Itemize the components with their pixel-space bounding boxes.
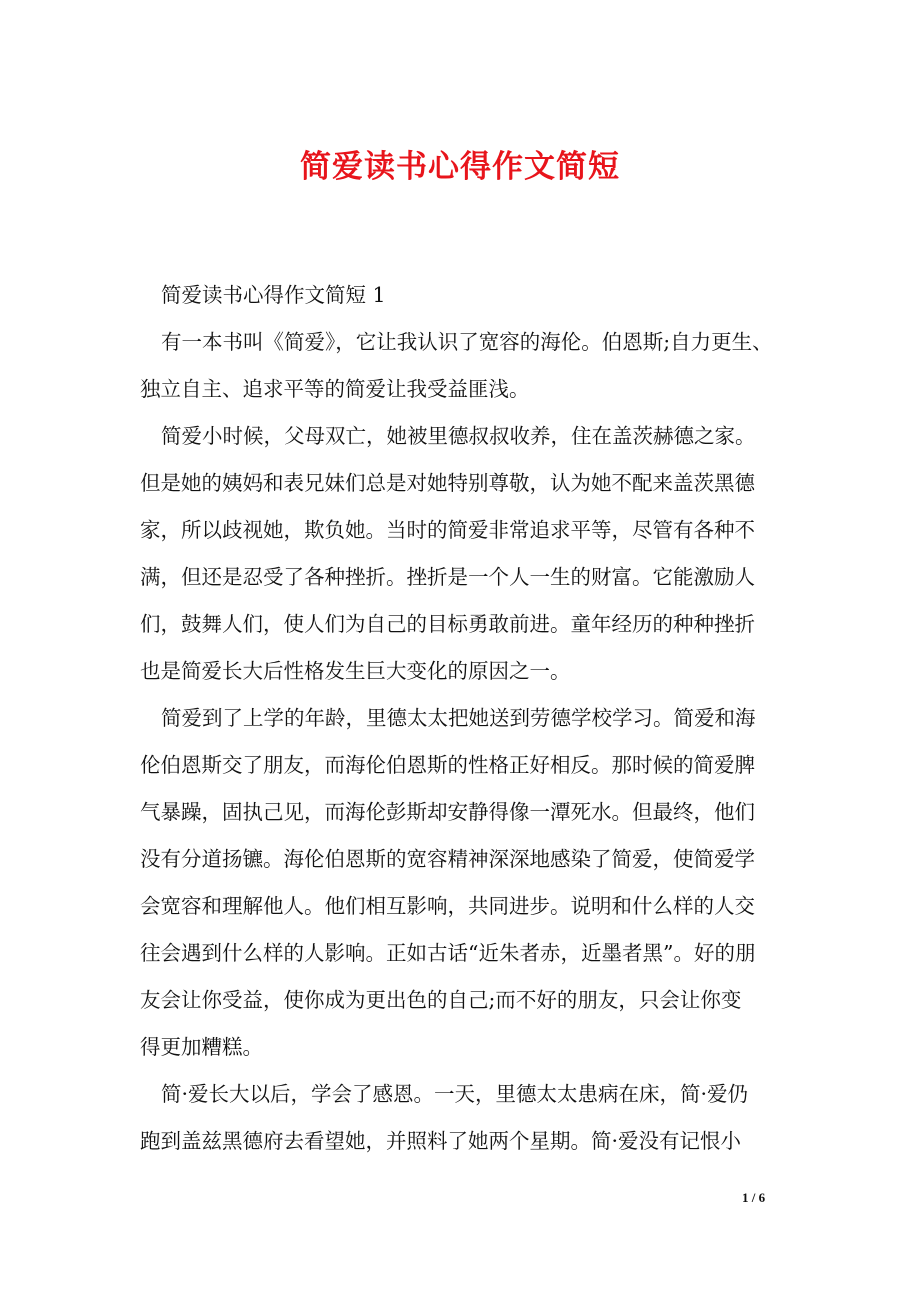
section-heading-text: 简爱读书心得作文简短 1 xyxy=(161,283,386,307)
document-title: 简爱读书心得作文简短 xyxy=(300,149,620,185)
paragraph-line: 得更加糟糕。 xyxy=(140,1035,263,1059)
paragraph-line: 满，但还是忍受了各种挫折。挫折是一个人一生的财富。它能激励人 xyxy=(140,565,755,589)
paragraph-line: 简爱到了上学的年龄，里德太太把她送到劳德学校学习。简爱和海 xyxy=(161,706,756,730)
section-heading xyxy=(140,272,800,319)
paragraph-line: 友会让你受益，使你成为更出色的自己;而不好的朋友，只会让你变 xyxy=(140,988,742,1012)
paragraph-line: 但是她的姨妈和表兄妹们总是对她特别尊敬，认为她不配来盖茨黑德 xyxy=(140,471,755,495)
paragraph-line: 们，鼓舞人们，使人们为自己的目标勇敢前进。童年经历的种种挫折 xyxy=(140,612,755,636)
paragraph-line: 会宽容和理解他人。他们相互影响，共同进步。说明和什么样的人交 xyxy=(140,894,755,918)
paragraph-line: 往会遇到什么样的人影响。正如古话“近朱者赤，近墨者黑”。好的朋 xyxy=(140,941,756,965)
paragraph-line: 跑到盖兹黑德府去看望她，并照料了她两个星期。简·爱没有记恨小 xyxy=(140,1129,742,1153)
paragraph-line: 伦伯恩斯交了朋友，而海伦伯恩斯的性格正好相反。那时候的简爱脾 xyxy=(140,753,755,777)
paragraph-line: 家，所以歧视她，欺负她。当时的简爱非常追求平等，尽管有各种不 xyxy=(140,518,755,542)
paragraph-line: 独立自主、追求平等的简爱让我受益匪浅。 xyxy=(140,377,530,401)
paragraph-3 xyxy=(140,695,800,742)
paragraph-1-continued xyxy=(140,366,800,413)
paragraph-line: 简爱小时候，父母双亡，她被里德叔叔收养，住在盖茨赫德之家。 xyxy=(161,424,756,448)
paragraph-line: 有一本书叫《简爱》，它让我认识了宽容的海伦。伯恩斯;自力更生、 xyxy=(161,330,773,354)
page-number: 1 / 6 xyxy=(742,1190,766,1205)
paragraph-line: 气暴躁，固执己见，而海伦彭斯却安静得像一潭死水。但最终，他们 xyxy=(140,800,755,824)
paragraph-2 xyxy=(140,413,800,460)
paragraph-4 xyxy=(140,1071,800,1118)
paragraph-line: 也是简爱长大后性格发生巨大变化的原因之一。 xyxy=(140,659,571,683)
paragraph-line: 简·爱长大以后，学会了感恩。一天，里德太太患病在床，简·爱仍 xyxy=(161,1082,749,1106)
paragraph-3-continued xyxy=(140,742,800,1071)
paragraph-4-continued xyxy=(140,1118,800,1165)
paragraph-1 xyxy=(140,319,800,366)
document-body xyxy=(140,272,800,1165)
paragraph-2-continued xyxy=(140,460,800,695)
paragraph-line: 没有分道扬镳。海伦伯恩斯的宽容精神深深地感染了简爱，使简爱学 xyxy=(140,847,755,871)
